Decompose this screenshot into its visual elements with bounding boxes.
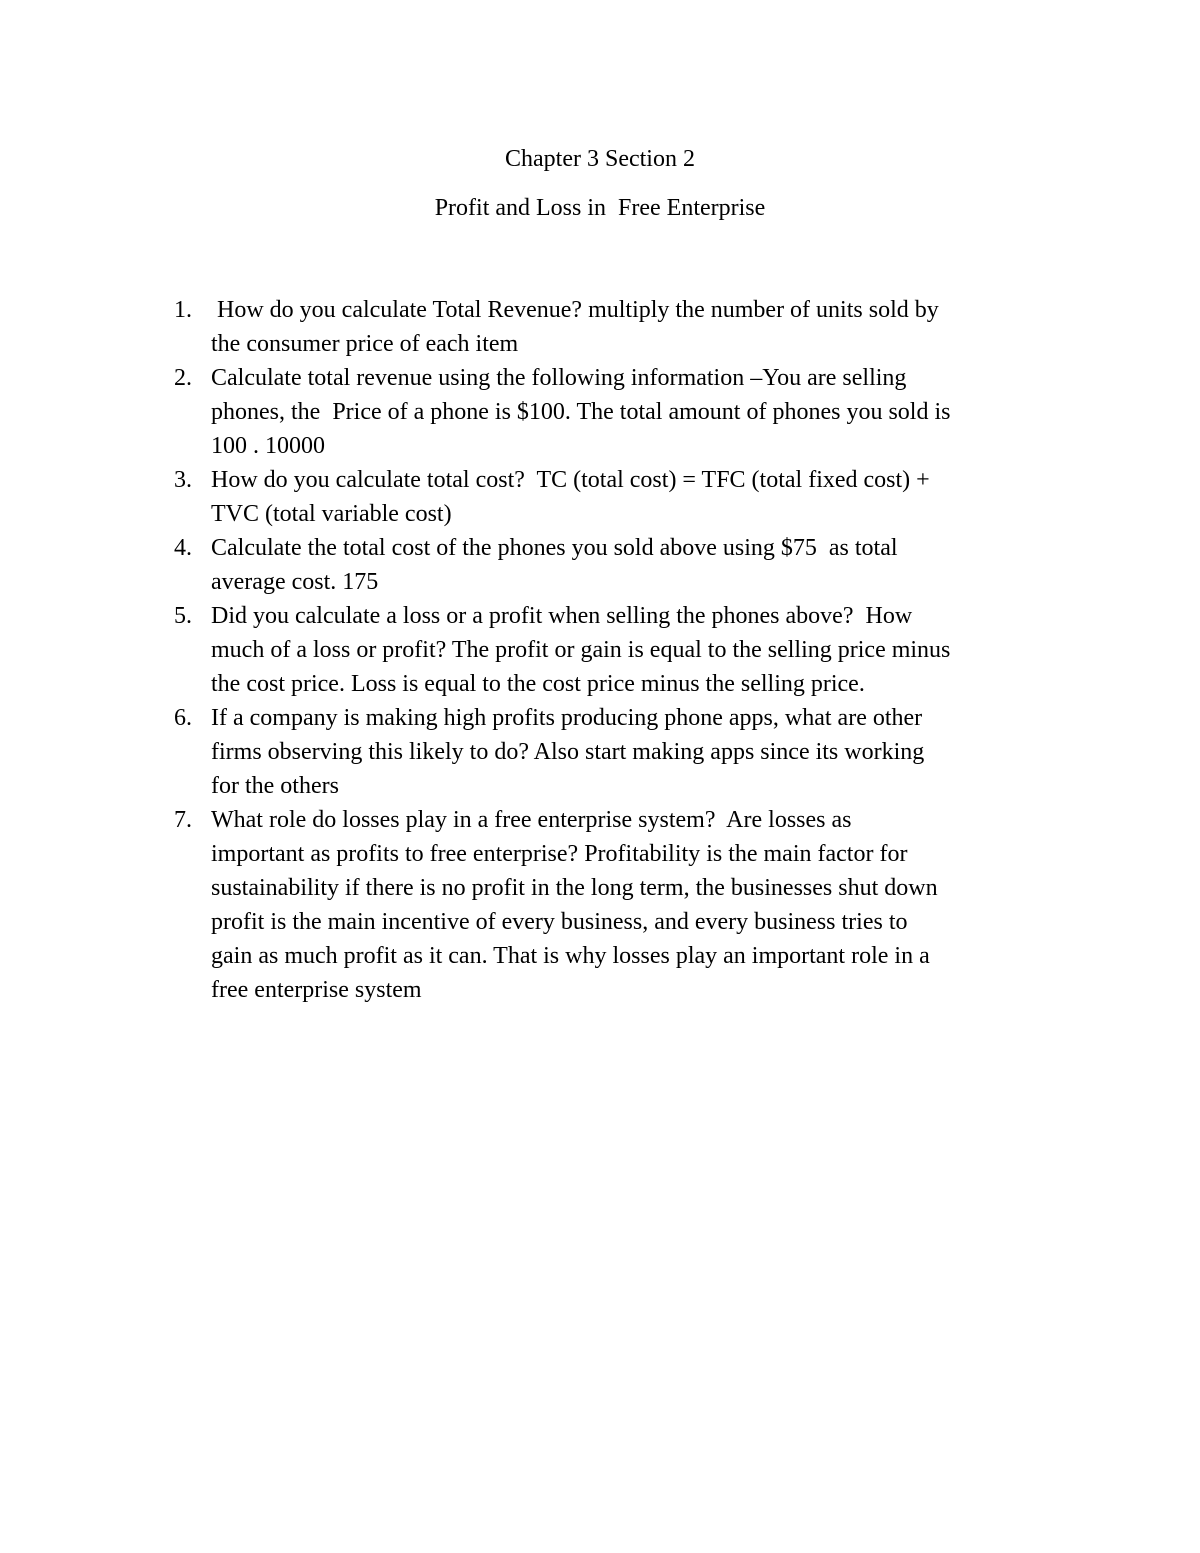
item-line: How do you calculate total cost? TC (total cost) = TFC (total fixed cost) + bbox=[211, 467, 930, 493]
item-line: Calculate total revenue using the following information –You are selling bbox=[211, 365, 907, 391]
list-item-6 bbox=[0, 701, 1200, 803]
item-line: TVC (total variable cost) bbox=[211, 501, 452, 527]
item-line: free enterprise system bbox=[211, 977, 422, 1003]
item-number: 2. bbox=[174, 365, 192, 391]
item-line: the cost price. Loss is equal to the cost price minus the selling price. bbox=[211, 671, 865, 697]
item-number: 1. bbox=[174, 297, 192, 323]
item-text bbox=[211, 463, 1091, 531]
list-item-4 bbox=[0, 531, 1200, 599]
item-line: gain as much profit as it can. That is why losses play an important role in a bbox=[211, 943, 930, 969]
list-item-3 bbox=[0, 463, 1200, 531]
item-line: If a company is making high profits producing phone apps, what are other bbox=[211, 705, 923, 731]
item-text bbox=[211, 803, 1091, 1007]
item-line: firms observing this likely to do? Also start making apps since its working bbox=[211, 739, 925, 765]
item-text bbox=[211, 701, 1091, 803]
item-line: important as profits to free enterprise? Profitability is the main factor for bbox=[211, 841, 908, 867]
item-line: for the others bbox=[211, 773, 339, 799]
item-number: 7. bbox=[174, 807, 192, 833]
item-number: 5. bbox=[174, 603, 192, 629]
item-line: sustainability if there is no profit in the long term, the businesses shut down bbox=[211, 875, 938, 901]
item-line: Did you calculate a loss or a profit when selling the phones above? How bbox=[211, 603, 913, 629]
item-line: How do you calculate Total Revenue? multiply the number of units sold by bbox=[211, 297, 939, 323]
item-number: 6. bbox=[174, 705, 192, 731]
question-list bbox=[0, 293, 1200, 1007]
item-text bbox=[211, 531, 1091, 599]
item-text bbox=[211, 361, 1091, 463]
item-line: What role do losses play in a free enterprise system? Are losses as bbox=[211, 807, 852, 833]
document-subtitle: Profit and Loss in Free Enterprise bbox=[434, 195, 766, 221]
item-line: 100 . 10000 bbox=[211, 433, 325, 459]
list-item-7 bbox=[0, 803, 1200, 1007]
item-line: Calculate the total cost of the phones you sold above using $75 as total bbox=[211, 535, 898, 561]
item-text bbox=[211, 599, 1091, 701]
item-text bbox=[211, 293, 1091, 361]
list-item-2 bbox=[0, 361, 1200, 463]
list-item-1 bbox=[0, 293, 1200, 361]
item-line: phones, the Price of a phone is $100. The total amount of phones you sold is bbox=[211, 399, 951, 425]
item-number: 4. bbox=[174, 535, 192, 561]
item-number: 3. bbox=[174, 467, 192, 493]
list-item-5 bbox=[0, 599, 1200, 701]
item-line: much of a loss or profit? The profit or gain is equal to the selling price minus bbox=[211, 637, 951, 663]
item-line: the consumer price of each item bbox=[211, 331, 519, 357]
chapter-title: Chapter 3 Section 2 bbox=[505, 146, 695, 172]
item-line: profit is the main incentive of every business, and every business tries to bbox=[211, 909, 908, 935]
item-line: average cost. 175 bbox=[211, 569, 379, 595]
